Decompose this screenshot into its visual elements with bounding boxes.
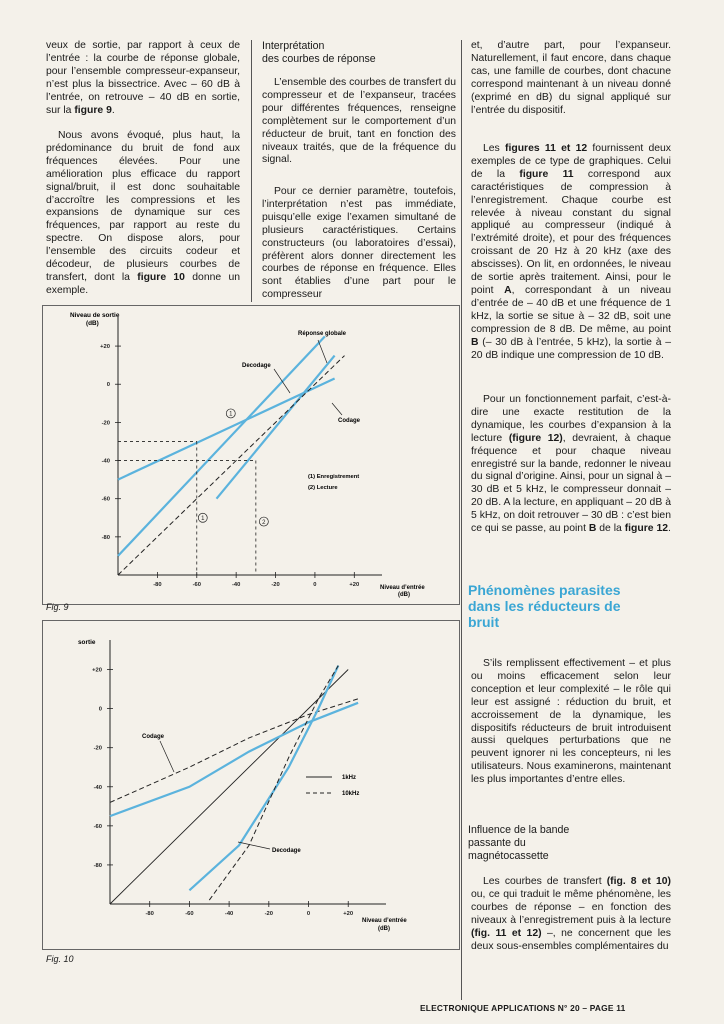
col1-paragraph-1: veux de sortie, par rapport à ceux de l’entrée : la courbe de réponse globale, pour l’ensemble compresseur-expanseur, n’est plus la bissectrice. Avec – 60 dB à l’entrée, on retrouve – 40 dB en sortie, sur la figure 9. [46,40,240,116]
fig9-x-tick-label: -80 [153,582,162,588]
fig10-x-tick-label: +20 [343,911,354,917]
page-footer: ELECTRONIQUE APPLICATIONS N° 20 – PAGE 11 [420,1003,626,1013]
fig10-y-tick-label: -80 [93,862,102,869]
fig10-legend-10khz: 10kHz [342,791,360,797]
col3-subheading: Influence de la bande passante du magnétocassette [468,824,570,862]
fig9-marker-label: 1 [201,515,205,522]
fig10-y-tick-label: -20 [93,745,102,752]
col3-paragraph-5: Les courbes de transfert (fig. 8 et 10) ou, ce qui traduit le même phénomène, les courbes de réponse – en fonction des niveaux à l’enregistrement puis à la lecture (fig. 11 et 12) –, ne concernent que les deux sous-ensembles complémentaires du [471,876,671,952]
fig9-marker-label: 2 [262,519,266,526]
fig10-x-tick-label: -80 [145,911,154,917]
fig10-legend-1khz: 1kHz [342,775,357,781]
fig9-arrow-global [318,340,327,363]
fig10-y-tick-label: 0 [98,706,102,713]
col2-paragraph-2: Pour ce dernier paramètre, toutefois, l’interprétation n’est pas immédiate, puisqu’elle exige l’examen simultané de plusieurs caractéristiques. Certains constructeurs (ou laboratoires d’essai), préfèrent alors donner directement les courbes de réponse en fréquence. Elles sont établies d’une part pour le compresseur [262,186,456,301]
fig10-y-tick-label: -60 [93,823,102,830]
col3-paragraph-1: et, d’autre part, pour l’expanseur. Naturellement, il faut encore, dans chaque cas, une famille de courbes, dont chacune correspond maintenant à un niveau donné (exprimé en dB) du signal appliqué sur l’entrée du dispositif. [471,40,671,116]
fig10-x-axis-unit: (dB) [378,926,390,932]
fig9-x-tick-label: -40 [231,582,241,588]
fig9-y-axis-unit: (dB) [86,320,99,327]
column-divider-2 [461,40,462,1000]
fig9-series-bissectrice [118,356,345,575]
fig9-y-tick-label: +20 [100,344,110,351]
fig10-label-decodage: Decodage [272,848,301,854]
column-divider-1 [251,40,252,302]
section-title: Phénomènes parasites dans les réducteurs de bruit [468,582,621,630]
fig10-x-axis-label: Niveau d’entrée [362,918,407,924]
fig10-x-tick-label: 0 [306,911,311,917]
fig10-y-tick-label: -40 [93,784,102,791]
fig10-arrow-decodage [238,842,270,849]
fig9-x-tick-label: 0 [313,582,317,588]
fig9-y-axis-label: Niveau de sortie [70,312,120,319]
col2-paragraph-1: L’ensemble des courbes de transfert du compresseur et de l’expanseur, tracées pour différentes fréquences, renseigne complètement sur le comportement d’un réducteur de bruit, tant en fonction des niveaux traités, que de la fréquence du signal. [262,77,456,166]
fig9-y-tick-label: -80 [101,534,110,541]
fig9-x-tick-label: +20 [349,582,360,588]
fig9-y-tick-label: -20 [101,420,110,427]
figure-10-caption: Fig. 10 [46,954,74,964]
fig9-x-axis-unit: (dB) [398,592,410,598]
figure-10-chart [42,620,460,950]
fig9-label-codage: Codage [338,418,361,424]
fig9-x-tick-label: -60 [192,582,201,588]
fig9-x-tick-label: -20 [271,582,280,588]
fig10-x-tick-label: -60 [185,911,194,917]
fig9-y-tick-label: -60 [101,496,110,503]
col3-paragraph-2: Les figures 11 et 12 fournissent deux exemples de ce type de graphiques. Celui de la figure 11 correspond aux caractéristiques de compression à l’enregistrement. Chaque courbe est relevée à niveau constant du signal appliqué au compresseur (indiqué à l’extrémité droite), et pour des fréquences croissant de 20 Hz à 20 kHz (axe des abscisses). On lit, en ordonnées, le niveau de sortie après traitement. Ainsi, pour le point A, correspondant à un niveau d’entrée de – 40 dB et une fréquence de 1 kHz, la sortie se situe à – 32 dB, soit une compression de 8 dB. De même, au point B (– 30 dB à l’entrée, 5 kHz), la sortie à – 20 dB indique une compression de 10 dB. [471,143,672,361]
fig9-label-global: Réponse globale [298,331,347,337]
fig10-series-1khz-r-f-rence [110,670,348,905]
fig10-series-codage-1khz [110,703,358,816]
fig10-arrow-codage [160,741,174,772]
fig9-arrow-codage [332,403,342,415]
figure-9-frame [43,306,460,605]
figure-10-frame [43,621,460,950]
fig10-series-decodage-1khz [189,666,338,891]
fig9-y-tick-label: 0 [106,382,110,389]
col1-paragraph-2: Nous avons évoqué, plus haut, la prédominance du bruit de fond aux fréquences élevées. Pour une amélioration plus efficace du rapport signal/bruit, il est donc souhaitable d’accroître les compressions et les expansions de dynamique sur ces fréquences, par rapport au reste du spectre. On dispose alors, pour l’ensemble des circuits codeur et décodeur, de plusieurs courbes de transfert, dont la figure 10 donne un exemple. [46,130,241,296]
col3-paragraph-4: S’ils remplissent effectivement – et plus ou moins efficacement selon leur conception et leur complexité – le rôle qui leur est assigné : réduction du bruit, et accroissement de la dynamique, les dispositifs réducteurs de bruit introduisent aussi quelques perturbations que ne peuvent ignorer ni les concepteurs, ni les utilisateurs. Nous examinerons, maintenant les plus importantes d’entre elles. [471,658,671,786]
figure-9-chart [42,305,460,605]
fig10-y-axis-label: sortie [78,639,96,646]
fig9-legend-1: (1) Enregistrement [308,474,360,480]
fig9-x-axis-label: Niveau d’entrée [380,585,425,591]
fig9-legend-2: (2) Lecture [308,485,338,491]
fig10-x-tick-label: -40 [224,911,234,917]
fig9-y-tick-label: -40 [101,458,110,465]
col2-heading: Interprétation des courbes de réponse [262,40,376,65]
fig10-y-tick-label: +20 [92,667,102,674]
fig10-series-decodage-10khz [209,666,338,901]
fig10-series-codage-10khz [110,699,358,803]
fig9-marker-label: 1 [229,411,233,418]
fig10-x-tick-label: -20 [264,911,274,917]
figure-9-caption: Fig. 9 [46,602,69,612]
fig9-series-decodage [118,337,325,556]
fig10-label-codage: Codage [142,734,165,740]
fig9-label-decodage: Decodage [242,363,271,369]
col3-paragraph-3: Pour un fonctionnement parfait, c’est-à-dire une exacte restitution de la dynamique, les courbes d’expansion à la lecture (figure 12), devraient, à chaque fréquence et pour chaque niveau enregistré sur la bande, redonner le niveau du signal d’origine. Ainsi, pour un signal à – 30 dB et 5 kHz, le compresseur donnait – 20 dB. A la lecture, en appliquant – 20 dB à 5 kHz, on doit retrouver – 30 dB : c’est bien ce qui se passe, au point B de la figure 12. [471,394,672,535]
